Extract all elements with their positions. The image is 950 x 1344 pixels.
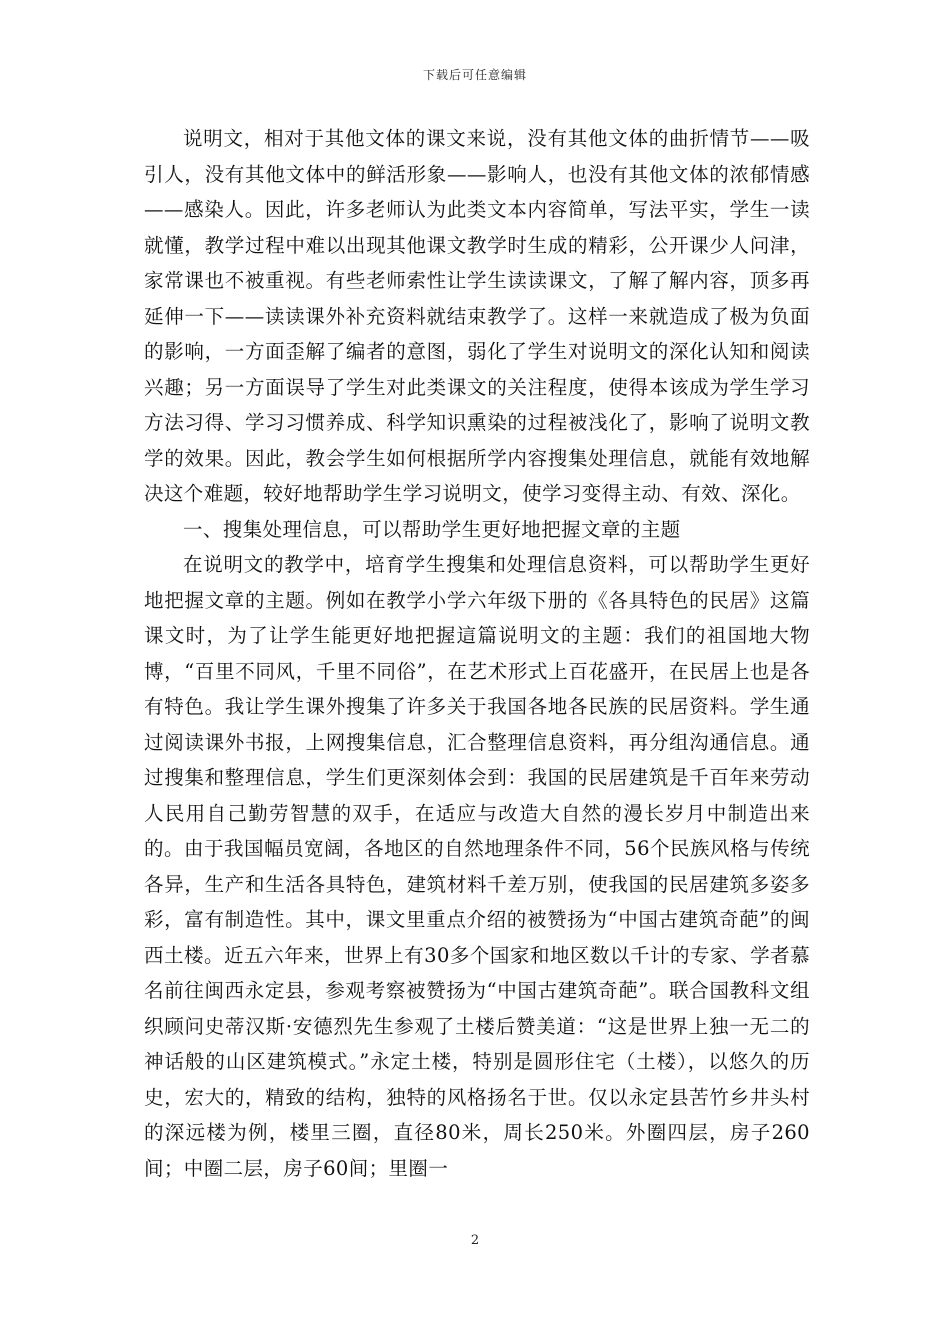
document-body [144,121,810,1186]
page-number: 2 [470,1233,480,1248]
page-header: 下载后可任意编辑 [422,68,527,82]
section-heading: 一、搜集处理信息，可以帮助学生更好地把握文章的主题 [183,517,681,541]
paragraph-intro: 说明文，相对于其他文体的课文来说，没有其他文体的曲折情节——吸引人，没有其他文体中的鲜活形象——影响人，也没有其他文体的浓郁情感——感染人。因此，许多老师认为此类文本内容简单，写法平实，学生一读就懂，教学过程中难以出现其他课文教学时生成的精彩，公开课少人问津，家常课也不被重视。有些老师索性让学生读读课文，了解了解内容，顶多再延伸一下——读读课外补充资料就结束教学了。这样一来就造成了极为负面的影响，一方面歪解了编者的意图，弱化了学生对说明文的深化认知和阅读兴趣；另一方面误导了学生对此类课文的关注程度，使得本该成为学生学习方法习得、学习习惯养成、科学知识熏染的过程被浅化了，影响了说明文教学的效果。因此，教会学生如何根据所学内容搜集处理信息，就能有效地解决这个难题，较好地帮助学生学习说明文，使学习变得主动、有效、深化。 [144,127,810,505]
paragraph-example: 在说明文的教学中，培育学生搜集和处理信息资料，可以帮助学生更好地把握文章的主题。例如在教学小学六年级下册的《各具特色的民居》这篇课文时，为了让学生能更好地把握這篇说明文的主题：我们的祖国地大物博，“百里不同风，千里不同俗”，在艺术形式上百花盛开，在民居上也是各有特色。我让学生课外搜集了许多关于我国各地各民族的民居资料。学生通过阅读课外书报，上网搜集信息，汇合整理信息资料，再分组沟通信息。通过搜集和整理信息，学生们更深刻体会到：我国的民居建筑是千百年来劳动人民用自己勤劳智慧的双手，在适应与改造大自然的漫长岁月中制造出来的。由于我国幅员宽阔，各地区的自然地理条件不同，56个民族风格与传统各异，生产和生活各具特色，建筑材料千差万别，使我国的民居建筑多姿多彩，富有制造性。其中，课文里重点介绍的被赞扬为“中国古建筑奇葩”的闽西土楼。近五六年来，世界上有30多个国家和地区数以千计的专家、学者慕名前往闽西永定县，参观考察被赞扬为“中国古建筑奇葩”。联合国教科文组织顾问史蒂汉斯·安德烈先生参观了土楼后赞美道：“这是世界上独一无二的神话般的山区建筑模式。”永定土楼，特别是圆形住宅（土楼），以悠久的历史，宏大的，精致的结构，独特的风格扬名于世。仅以永定县苦竹乡井头村的深远楼为例，楼里三圈，直径80米，周长250米。外圈四层，房子260间；中圈二层，房子60间；里圈一 [144,553,810,1180]
